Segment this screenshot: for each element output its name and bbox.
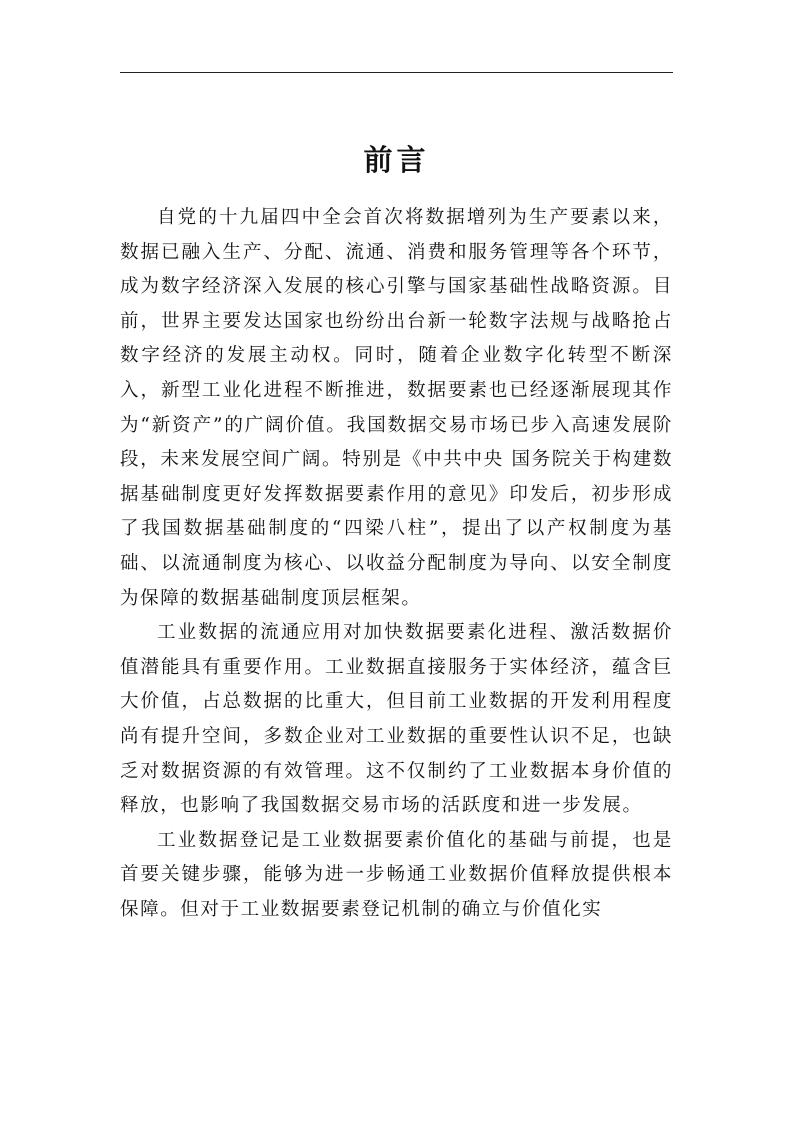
header-rule — [120, 72, 673, 73]
page-title: 前言 — [363, 143, 430, 177]
paragraph-1: 自党的十九届四中全会首次将数据增列为生产要素以来，数据已融入生产、分配、流通、消费和服务管理等各个环节，成为数字经济深入发展的核心引擎与国家基础性战略资源。目前，世界主要发达国家也纷纷出台新一轮数字法规与战略抢占数字经济的发展主动权。同时，随着企业数字化转型不断深入，新型工业化进程不断推进，数据要素也已经逐渐展现其作为“新资产”的广阔价值。我国数据交易市场已步入高速发展阶段，未来发展空间广阔。特别是《中共中央 国务院关于构建数据基础制度更好发挥数据要素作用的意见》印发后，初步形成了我国数据基础制度的“四梁八柱”，提出了以产权制度为基础、以流通制度为核心、以收益分配制度为导向、以安全制度为保障的数据基础制度顶层框架。 — [120, 207, 673, 609]
body-text — [120, 201, 673, 927]
paragraph-3: 工业数据登记是工业数据要素价值化的基础与前提，也是首要关键步骤，能够为进一步畅通工业数据价值释放提供根本保障。但对于工业数据要素登记机制的确立与价值化实 — [120, 829, 673, 920]
paragraph-2: 工业数据的流通应用对加快数据要素化进程、激活数据价值潜能具有重要作用。工业数据直接服务于实体经济，蕴含巨大价值，占总数据的比重大，但目前工业数据的开发利用程度尚有提升空间，多数企业对工业数据的重要性认识不足，也缺乏对数据资源的有效管理。这不仅制约了工业数据本身价值的释放，也影响了我国数据交易市场的活跃度和进一步发展。 — [120, 622, 673, 817]
